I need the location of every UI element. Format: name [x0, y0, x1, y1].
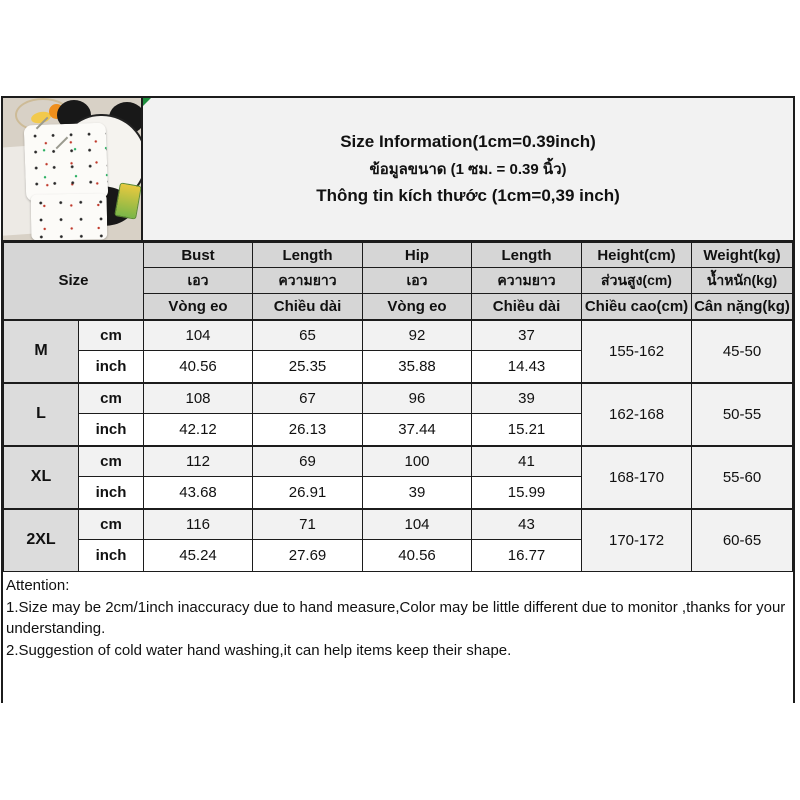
col-header-hip-vi: Vòng eo	[363, 294, 472, 320]
value-cell: 71	[253, 509, 363, 540]
value-cell: 104	[144, 320, 253, 351]
value-cell: 112	[144, 446, 253, 477]
value-cell: 16.77	[472, 540, 582, 572]
value-cell: 65	[253, 320, 363, 351]
value-cell: 104	[363, 509, 472, 540]
value-cell: 39	[363, 477, 472, 509]
title-thai: ข้อมูลขนาด (1 ซม. = 0.39 นิ้ว)	[369, 161, 567, 178]
attention-item-1: 1.Size may be 2cm/1inch inaccuracy due to hand measure,Color may be little different due to monitor ,thanks for your understanding.	[6, 598, 786, 637]
header-row-en	[4, 243, 793, 268]
table-row	[4, 320, 793, 351]
size-row-label: 2XL	[4, 509, 79, 572]
col-header-length2-vi: Chiều dài	[472, 294, 582, 320]
value-cell: 37.44	[363, 414, 472, 446]
value-cell: 67	[253, 383, 363, 414]
value-cell: 100	[363, 446, 472, 477]
value-cell: 108	[144, 383, 253, 414]
value-cell: 35.88	[363, 351, 472, 383]
value-cell: 42.12	[144, 414, 253, 446]
value-cell: 14.43	[472, 351, 582, 383]
col-header-length-vi: Chiều dài	[253, 294, 363, 320]
value-cell: 41	[472, 446, 582, 477]
value-cell: 116	[144, 509, 253, 540]
weight-range-cell: 55-60	[692, 446, 793, 509]
col-header-hip-th: เอว	[363, 268, 472, 294]
size-table	[3, 242, 793, 572]
col-header-height-th: ส่วนสูง(cm)	[582, 268, 692, 294]
unit-label-inch: inch	[79, 540, 144, 572]
value-cell: 15.21	[472, 414, 582, 446]
unit-label-cm: cm	[79, 320, 144, 351]
value-cell: 26.91	[253, 477, 363, 509]
size-chart-panel	[1, 96, 795, 703]
size-info-title-block	[143, 98, 793, 240]
attention-heading: Attention:	[6, 577, 70, 594]
col-header-height: Height(cm)	[582, 243, 692, 268]
value-cell: 43.68	[144, 477, 253, 509]
col-header-bust-vi: Vòng eo	[144, 294, 253, 320]
value-cell: 96	[363, 383, 472, 414]
top-section	[3, 98, 793, 242]
table-row	[4, 509, 793, 540]
attention-note	[3, 572, 793, 707]
size-row-label: L	[4, 383, 79, 446]
col-header-weight-th: น้ำหนัก(kg)	[692, 268, 793, 294]
size-row-label: M	[4, 320, 79, 383]
title-vietnamese: Thông tin kích thước (1cm=0,39 inch)	[316, 186, 620, 205]
table-row	[4, 446, 793, 477]
value-cell: 45.24	[144, 540, 253, 572]
pajama-top-icon	[24, 123, 109, 202]
value-cell: 40.56	[144, 351, 253, 383]
table-row	[4, 383, 793, 414]
unit-label-cm: cm	[79, 383, 144, 414]
col-header-weight-vi: Cân nặng(kg)	[692, 294, 793, 320]
value-cell: 43	[472, 509, 582, 540]
unit-label-inch: inch	[79, 351, 144, 383]
value-cell: 25.35	[253, 351, 363, 383]
size-row-label: XL	[4, 446, 79, 509]
cell-corner-marker-icon	[143, 98, 151, 106]
unit-label-inch: inch	[79, 477, 144, 509]
title-english: Size Information(1cm=0.39inch)	[340, 132, 596, 151]
col-header-length: Length	[253, 243, 363, 268]
value-cell: 92	[363, 320, 472, 351]
attention-item-2: 2.Suggestion of cold water hand washing,it can help items keep their shape.	[6, 641, 512, 659]
weight-range-cell: 60-65	[692, 509, 793, 572]
unit-label-cm: cm	[79, 446, 144, 477]
value-cell: 40.56	[363, 540, 472, 572]
height-range-cell: 168-170	[582, 446, 692, 509]
product-photo	[3, 98, 143, 240]
size-corner-header: Size	[4, 243, 144, 320]
value-cell: 69	[253, 446, 363, 477]
unit-label-inch: inch	[79, 414, 144, 446]
value-cell: 26.13	[253, 414, 363, 446]
value-cell: 39	[472, 383, 582, 414]
col-header-bust-th: เอว	[144, 268, 253, 294]
col-header-length2-th: ความยาว	[472, 268, 582, 294]
height-range-cell: 162-168	[582, 383, 692, 446]
height-range-cell: 170-172	[582, 509, 692, 572]
col-header-length2: Length	[472, 243, 582, 268]
col-header-length-th: ความยาว	[253, 268, 363, 294]
value-cell: 27.69	[253, 540, 363, 572]
weight-range-cell: 50-55	[692, 383, 793, 446]
unit-label-cm: cm	[79, 509, 144, 540]
col-header-height-vi: Chiều cao(cm)	[582, 294, 692, 320]
weight-range-cell: 45-50	[692, 320, 793, 383]
col-header-hip: Hip	[363, 243, 472, 268]
col-header-weight: Weight(kg)	[692, 243, 793, 268]
height-range-cell: 155-162	[582, 320, 692, 383]
col-header-bust: Bust	[144, 243, 253, 268]
pajama-shorts-icon	[31, 193, 108, 240]
value-cell: 37	[472, 320, 582, 351]
value-cell: 15.99	[472, 477, 582, 509]
